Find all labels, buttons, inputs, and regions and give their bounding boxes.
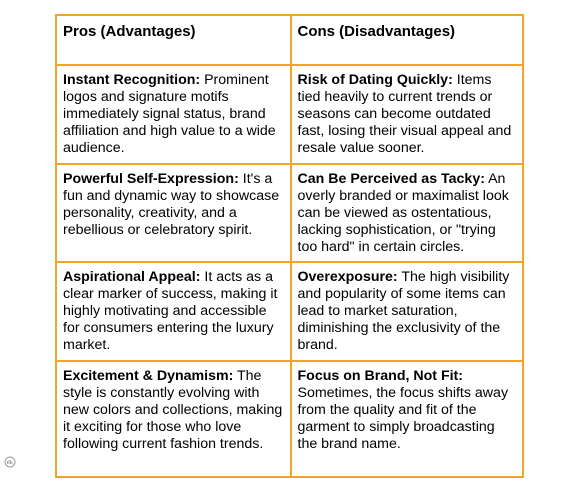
pros-cell [57,165,290,261]
cons-text: Sometimes, the focus shifts away from the quality and fit of the garment to simply broadcasting the brand name. [297,385,509,452]
pros-text: The style is constantly evolving with new colors and collections, making it exciting for those who love following current fashion trends. [63,368,283,452]
table-row [57,64,522,163]
cons-lead: Focus on Brand, Not Fit: [297,368,464,384]
pros-cell [57,66,290,163]
pros-text: It's a fun and dynamic way to showcase personality, creativity, and a rebellious or celebratory spirit. [63,171,280,238]
pros-cell [57,362,290,476]
header-pros: Pros (Advantages) [63,23,196,40]
cons-cell [290,66,523,163]
pros-text: It acts as a clear marker of success, making it highly motivating and accessible for consumers entering the luxury market. [63,269,278,353]
cons-text: Items tied heavily to current trends or seasons can become outdated fast, losing their visual appeal and resale value sooner. [297,72,512,156]
watermark-icon [4,456,16,468]
cons-lead: Can Be Perceived as Tacky: [297,171,485,187]
pros-cons-table [55,14,524,478]
pros-text: Prominent logos and signature motifs immediately signal status, brand affiliation and high value to a wide audience. [63,72,276,156]
table-row [57,261,522,360]
cons-lead: Risk of Dating Quickly: [297,72,453,88]
cons-text: The high visibility and popularity of some items can lead to market saturation, diminishing the exclusivity of the brand. [297,269,510,353]
pros-lead: Aspirational Appeal: [63,269,201,285]
cons-cell [290,263,523,360]
pros-cell [57,263,290,360]
header-cons: Cons (Disadvantages) [290,16,523,64]
cons-cell [290,362,523,476]
table-row [57,360,522,476]
table-row [57,163,522,261]
table-header-row [57,16,522,64]
pros-lead: Powerful Self-Expression: [63,171,239,187]
pros-lead: Excitement & Dynamism: [63,368,234,384]
pros-lead: Instant Recognition: [63,72,201,88]
cons-lead: Overexposure: [297,269,398,285]
cons-text: An overly branded or maximalist look can be viewed as ostentatious, lacking sophistication, or "trying too hard" in certain circles. [297,171,509,255]
cons-cell [290,165,523,261]
